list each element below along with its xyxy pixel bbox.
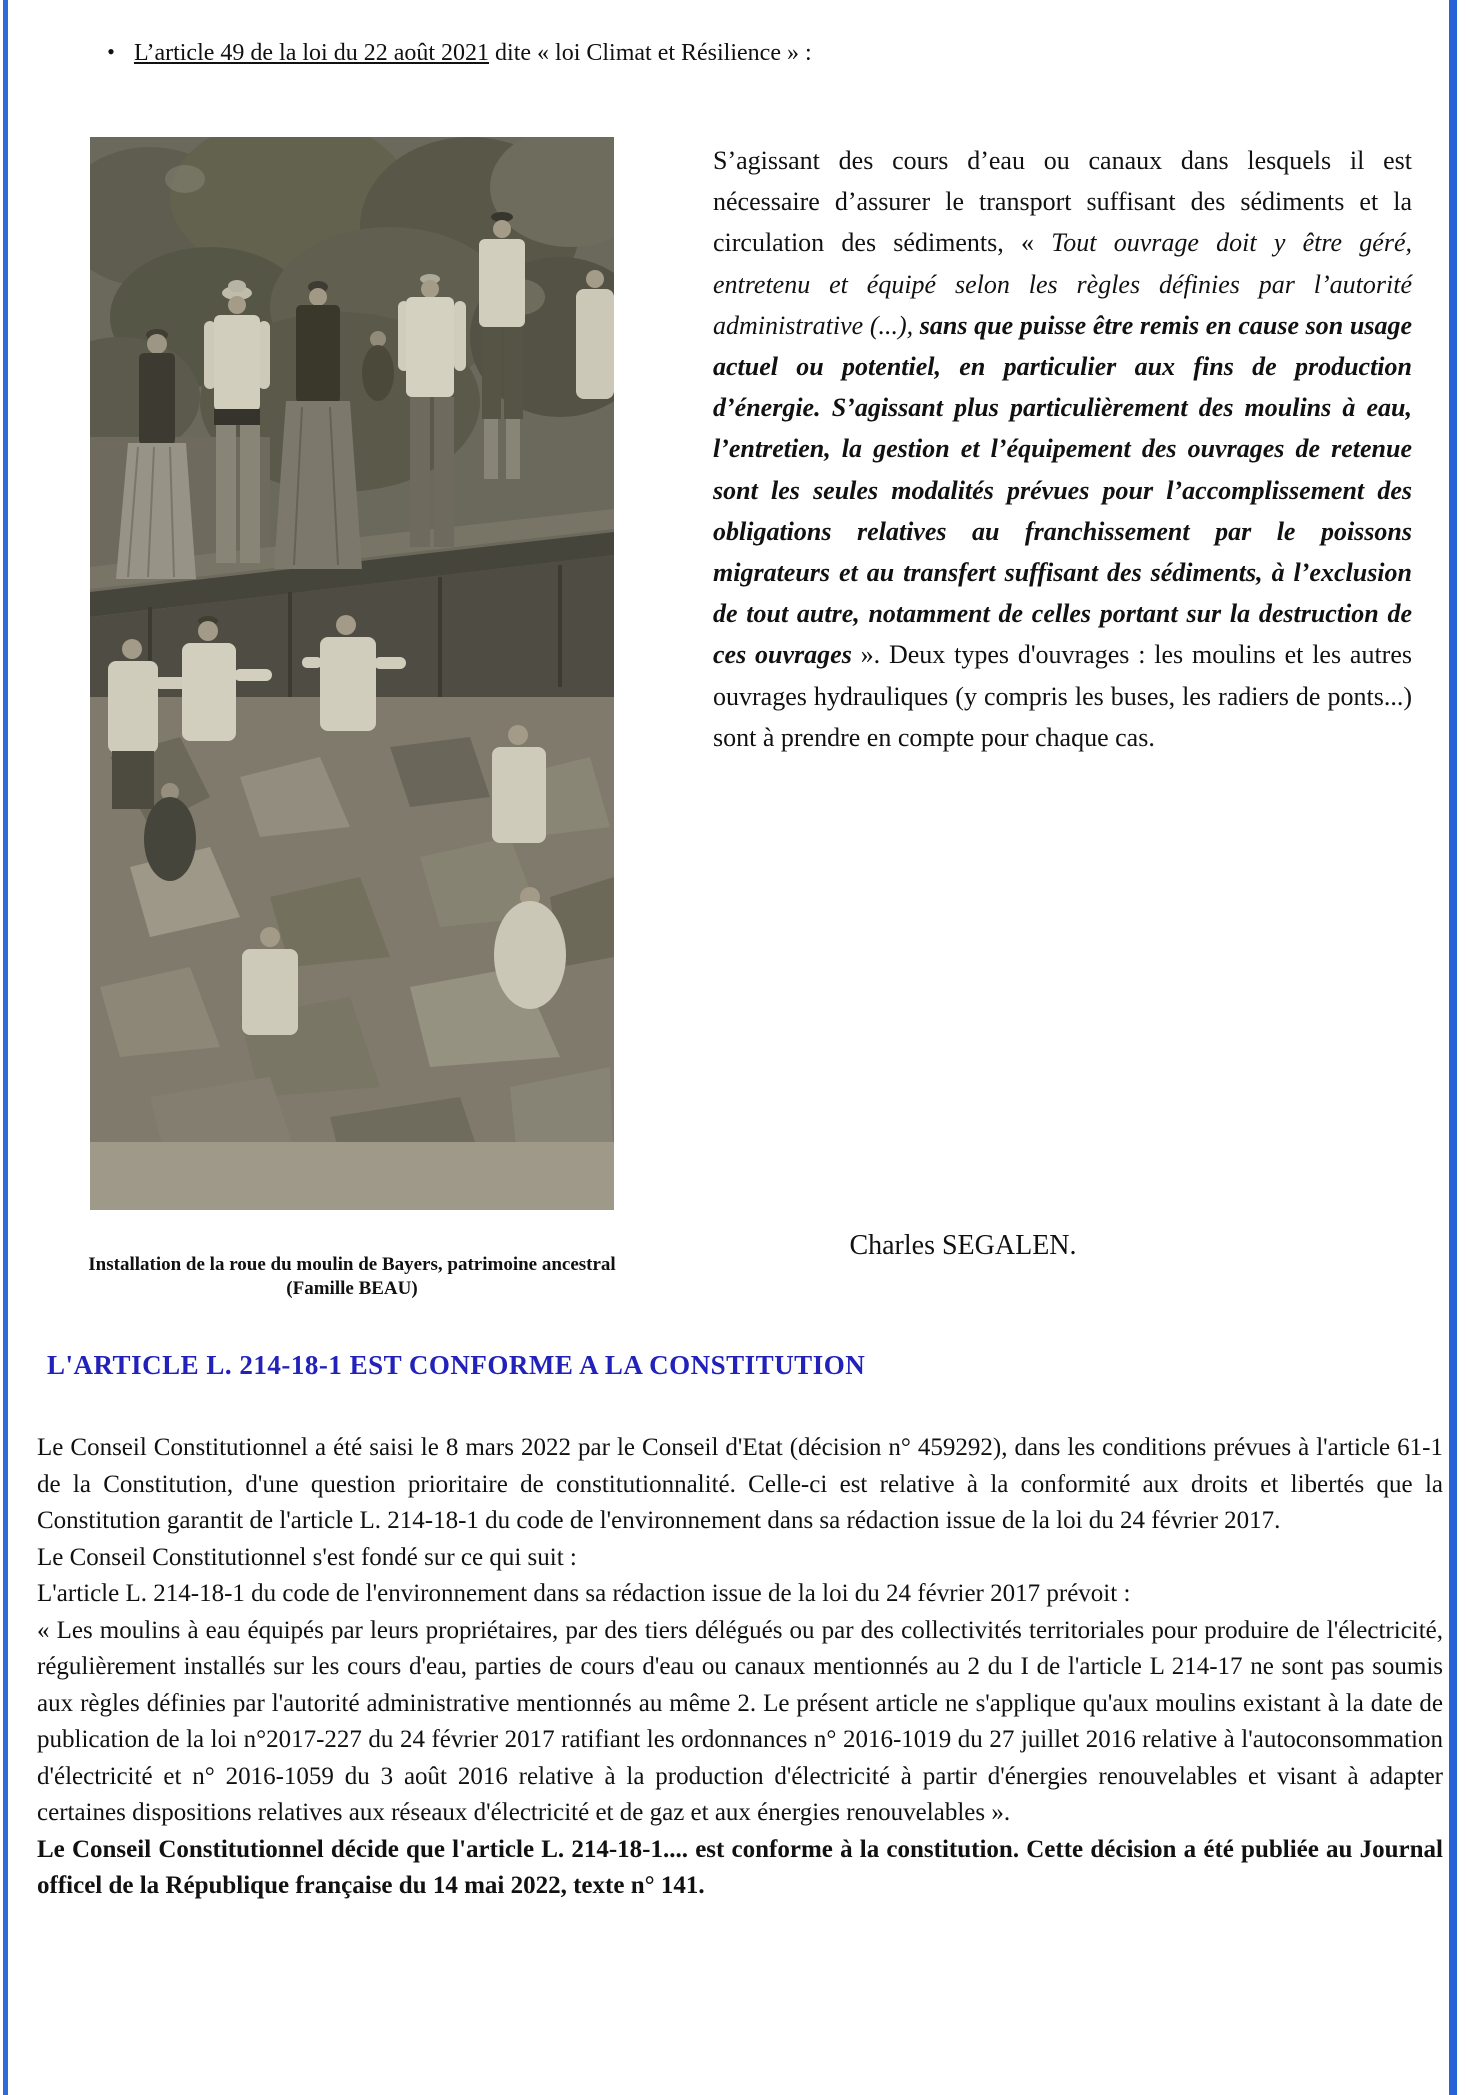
- mill-photo-graphic: [90, 137, 614, 1210]
- quote-italic-text: Tout ouvrage doit y être géré, entretenu et équipé selon les règles définies par l’autorité administrative (...),: [713, 228, 1413, 340]
- left-page-border: [3, 0, 8, 2095]
- quote-closing-text: ». Deux types d'ouvrages : les moulins et les autres ouvrages hydrauliques (y compris les buses, les radiers de ponts...) sont à prendre en compte pour chaque cas.: [713, 640, 1412, 752]
- law-article-reference: L’article 49 de la loi du 22 août 2021: [134, 40, 490, 66]
- bullet-text-rest: dite « loi Climat et Résilience » :: [489, 40, 812, 66]
- quote-lead-text: S’agissant des cours d’eau ou canaux dans lesquels il est nécessaire d’assurer le transport suffisant des sédiments et la circulation des sédiments, «: [713, 146, 1412, 258]
- body-paragraph: Le Conseil Constitutionnel a été saisi le 8 mars 2022 par le Conseil d'Etat (décision n° 459292), dans les conditions prévues à l'article 61-1 de la Constitution, d'une question prioritaire de constitutionnalité. Celle-ci est relative à la conformité aux droits et libertés que la Constitution garantit de l'article L. 214-18-1 du code de l'environnement dans sa rédaction issue de la loi du 24 février 2017.: [37, 1434, 1443, 1534]
- body-paragraph: Le Conseil Constitutionnel s'est fondé sur ce qui suit :: [37, 1543, 577, 1571]
- quote-bold-italic-text: sans que puisse être remis en cause son usage actuel ou potentiel, en particulier aux fins de production d’énergie. S’agissant plus particulièrement des moulins à eau, l’entretien, la gestion et l’équipement des ouvrages de retenue sont les seules modalités prévues pour l’accomplissement des obligations relatives au franchissement par le poissons migrateurs et au transfert suffisant des sédiments, à l’exclusion de tout autre, notamment de celles portant sur la destruction de ces ouvrages: [713, 310, 1413, 670]
- mill-photo: [90, 137, 614, 1210]
- decision-conclusion-paragraph: Le Conseil Constitutionnel décide que l'article L. 214-18-1.... est conforme à la constitution. Cette décision a été publiée au Journal officel de la République française du 14 mai 2022, texte n° 141.: [37, 1835, 1443, 1899]
- bullet-icon: •: [107, 39, 115, 64]
- article-body: [37, 1430, 1443, 1905]
- bullet-item: [88, 38, 1388, 69]
- photo-caption: Installation de la roue du moulin de Bayers, patrimoine ancestral (Famille BEAU): [88, 1254, 616, 1299]
- right-page-border: [1449, 0, 1457, 2095]
- body-paragraph: L'article L. 214-18-1 du code de l'environnement dans sa rédaction issue de la loi du 24 février 2017 prévoit :: [37, 1580, 1131, 1607]
- body-paragraph: « Les moulins à eau équipés par leurs propriétaires, par des tiers délégués ou par des collectivités territoriales pour produire de l'électricité, régulièrement installés sur les cours d'eau, parties de cours d'eau ou canaux mentionnés au 2 du I de l'article L 214-17 ne sont pas soumis aux règles définies par l'autorité administrative mentionnés au même 2. Le présent article ne s'applique qu'aux moulins existant à la date de publication de la loi n°2017-227 du 24 février 2017 ratifiant les ordonnances n° 2016-1019 du 27 juillet 2016 relative à l'autoconsommation d'électricité et n° 2016-1059 du 3 août 2016 relative à la production d'électricité à partir d'énergies renouvelables et visant à adapter certaines dispositions relatives aux réseaux d'électricité et de gaz et aux énergies renouvelables ».: [37, 1616, 1443, 1826]
- section-heading: L'ARTICLE L. 214-18-1 EST CONFORME A LA CONSTITUTION: [47, 1350, 866, 1380]
- right-column-text: [713, 140, 1412, 758]
- author-signature: Charles SEGALEN.: [849, 1230, 1077, 1261]
